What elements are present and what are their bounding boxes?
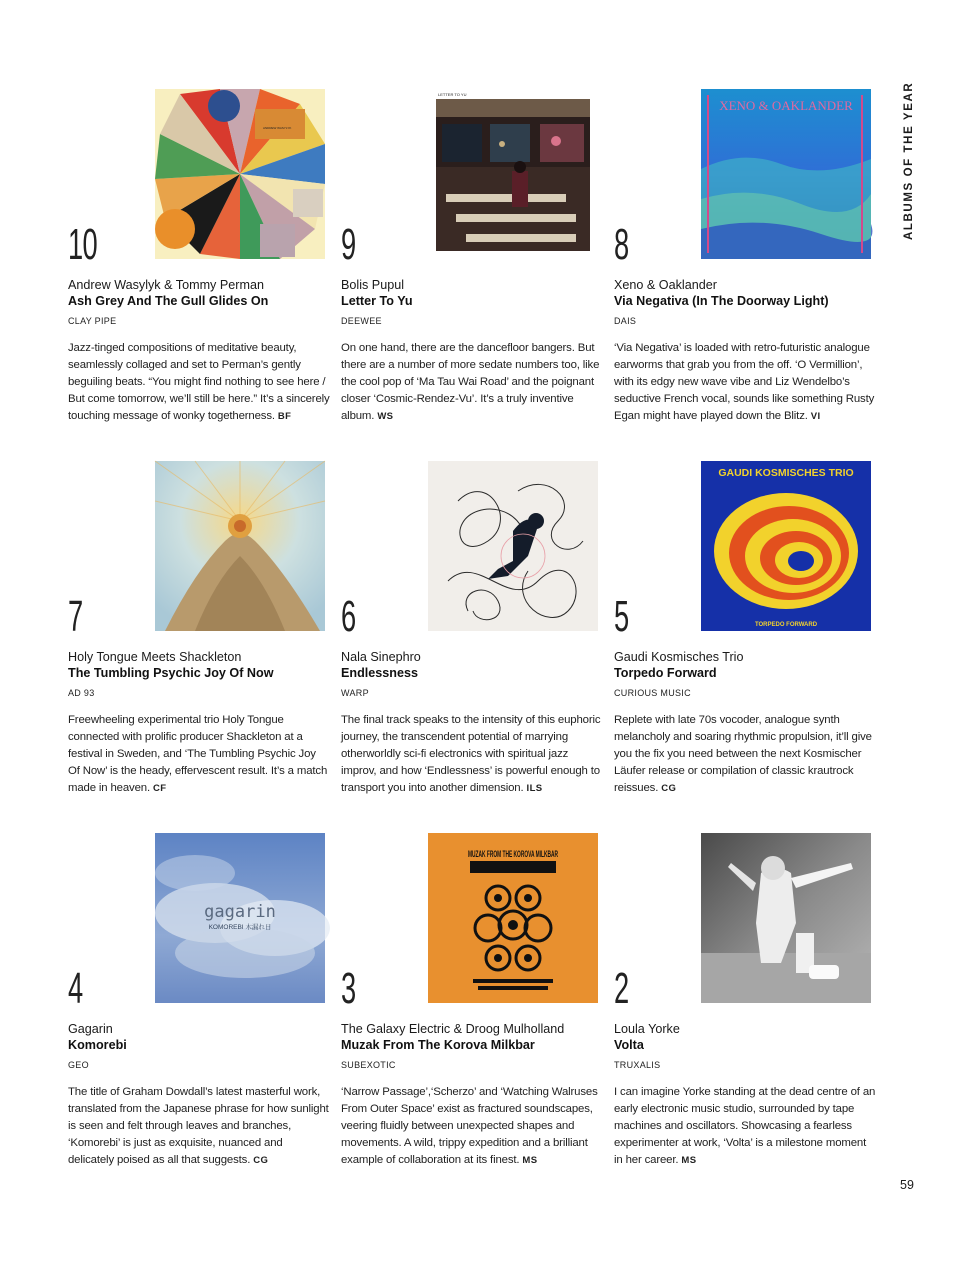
- orange-ornament-cover-art: [428, 833, 598, 1003]
- album-review: [68, 712, 330, 797]
- album-review: [68, 340, 330, 425]
- cover-subtitle-text: TORPEDO FORWARD: [754, 622, 818, 628]
- reviewer-initials: CG: [661, 783, 677, 794]
- record-label: CLAY PIPE: [68, 316, 117, 326]
- album-cover: [428, 833, 598, 1003]
- reviewer-initials: WS: [377, 411, 394, 422]
- album-cover: [155, 89, 325, 259]
- album-artist: Gaudi Kosmisches Trio: [614, 650, 744, 664]
- album-meta: [614, 277, 876, 425]
- album-title: Muzak From The Korova Milkbar: [341, 1038, 535, 1052]
- reviewer-initials: CF: [153, 783, 167, 794]
- cover-title-text: LETTER TO YU: [438, 92, 467, 97]
- rank-number: 5: [614, 592, 629, 641]
- ferry-interior-photo-cover-art: [436, 89, 590, 251]
- rank-number: 6: [341, 592, 356, 641]
- album-artist: Andrew Wasylyk & Tommy Perman: [68, 278, 264, 292]
- reviewer-initials: BF: [277, 411, 292, 422]
- review-text: ‘Via Negativa’ is loaded with retro-futuristic analogue earworms that grab you from the off. ‘O Vermillion’, with its edgy new wave vibe and Liz Wendelbo’s seductive French vocal, sounds like something Rusty Egan might have played down the Blitz.: [614, 342, 875, 422]
- svg-text:ANDREW WASYLYK: ANDREW WASYLYK: [263, 126, 292, 130]
- looping-line-drawing-cover-art: [428, 461, 598, 631]
- cover-title-text: MUZAK FROM THE KOROVA MILKBAR: [468, 849, 559, 859]
- sunburst-mountain-painting-cover-art: [155, 461, 325, 631]
- reviewer-initials: VI: [810, 411, 821, 422]
- album-artist: Gagarin: [68, 1022, 113, 1036]
- record-label: DAIS: [614, 316, 637, 326]
- album-meta: [614, 649, 876, 797]
- cover-subtitle-text: KOMOREBI 木漏れ日: [208, 924, 272, 931]
- reviewer-initials: CG: [253, 1155, 269, 1166]
- album-cover: [155, 833, 325, 1003]
- rank-number: 4: [68, 964, 83, 1013]
- review-text: ‘Narrow Passage’,‘Scherzo’ and ‘Watching Walruses From Outer Space’ exist as fractured soundscapes, veering fluidly between unexpected shapes and movements. A wild, trippy expedition and a brilliant example of collaboration at its finest.: [341, 1086, 598, 1166]
- cover-title-text: GAUDI KOSMISCHES TRIO: [718, 467, 854, 479]
- review-text: On one hand, there are the dancefloor bangers. But there are a number of more sedate numbers too, like the cool pop of ‘Ma Tau Wai Road’ and the poignant closer ‘Cosmic-Rendez-Vu’. It’s a truly inventive album.: [341, 342, 600, 422]
- album-meta: [341, 649, 603, 797]
- record-label: TRUXALIS: [614, 1060, 661, 1070]
- album-meta: [341, 277, 603, 425]
- album-title: Torpedo Forward: [614, 666, 717, 680]
- album-artist: Nala Sinephro: [341, 650, 421, 664]
- rank-number: 9: [341, 220, 356, 269]
- cloudy-sky-cover-art: [155, 833, 325, 1003]
- album-artist: Bolis Pupul: [341, 278, 405, 292]
- album-review: [614, 712, 876, 797]
- geometric-pinwheel-cover-art: [155, 89, 325, 259]
- album-meta: [68, 649, 330, 797]
- review-text: Freewheeling experimental trio Holy Tongue connected with prolific producer Shackleton at a festival in Sweden, and ‘The Tumbling Psychic Joy Of Now’ is the heady, effervescent result. It’s a match made in heaven.: [68, 714, 328, 794]
- album-review: [614, 1084, 876, 1169]
- review-text: The title of Graham Dowdall’s latest masterful work, translated from the Japanese phrase for how sunlight is seen and felt through leaves and branches, ‘Komorebi’ is just as exquisite, nuanced and delicately poised as all that suggests.: [68, 1086, 329, 1166]
- section-title: [903, 81, 919, 250]
- album-title: Via Negativa (In The Doorway Light): [614, 294, 829, 308]
- cover-title-text: XENO & OAKLANDER: [719, 98, 853, 113]
- record-label: SUBEXOTIC: [341, 1060, 396, 1070]
- review-text: I can imagine Yorke standing at the dead centre of an early electronic music studio, surrounded by tape machines and oscillators. Showcasing a fearless experimenter at work, ‘Volta’ is a milestone moment in her career.: [614, 1086, 876, 1166]
- rank-number: 7: [68, 592, 83, 641]
- album-title: Komorebi: [68, 1038, 127, 1052]
- album-cover: [701, 833, 871, 1003]
- record-label: AD 93: [68, 688, 95, 698]
- rank-number: 8: [614, 220, 629, 269]
- rank-number: 3: [341, 964, 356, 1013]
- record-label: CURIOUS MUSIC: [614, 688, 691, 698]
- record-label: GEO: [68, 1060, 89, 1070]
- review-text: Jazz-tinged compositions of meditative beauty, seamlessly collaged and set to Perman’s gently beguiling beats. “You might find nothing to see here / But come tomorrow, we’ll still be here.” It’s a sincerely touching message of wonky togetherness.: [68, 342, 330, 422]
- record-label: DEEWEE: [341, 316, 382, 326]
- review-text: Replete with late 70s vocoder, analogue synth melancholy and soaring rhythmic propulsion, it’ll give you the fix you need between the next Kosmischer Läufer release or compilation of classic krautrock reissues.: [614, 714, 872, 794]
- album-cover: [701, 89, 871, 259]
- album-cover: [428, 461, 598, 631]
- album-meta: [68, 1021, 330, 1169]
- album-artist: Xeno & Oaklander: [614, 278, 717, 292]
- album-cover: [436, 89, 590, 251]
- album-title: Ash Grey And The Gull Glides On: [68, 294, 269, 308]
- blue-landscape-cover-art: [701, 89, 871, 259]
- album-artist: The Galaxy Electric & Droog Mulholland: [341, 1022, 565, 1036]
- cover-title-text: gagarin: [204, 902, 276, 922]
- album-review: [341, 340, 603, 425]
- album-cover: [155, 461, 325, 631]
- reviewer-initials: MS: [522, 1155, 538, 1166]
- album-review: [614, 340, 876, 425]
- page-number: 59: [900, 1178, 914, 1192]
- album-title: Letter To Yu: [341, 294, 413, 308]
- album-cover: [701, 461, 871, 631]
- monochrome-figure-photo-cover-art: [701, 833, 871, 1003]
- album-title: Endlessness: [341, 666, 419, 680]
- album-review: [68, 1084, 330, 1169]
- album-review: [341, 1084, 603, 1169]
- section-title-text: ALBUMS OF THE YEAR: [903, 81, 915, 240]
- review-text: The final track speaks to the intensity of this euphoric journey, the transcendent potential of marrying otherworldly sci-fi electronics with spiritual jazz improv, and how ‘Endlessness’ is powerful enough to transport you into another dimension.: [341, 714, 601, 794]
- album-review: [341, 712, 603, 797]
- reviewer-initials: MS: [681, 1155, 697, 1166]
- rank-number: 10: [68, 220, 98, 269]
- album-title: The Tumbling Psychic Joy Of Now: [68, 666, 274, 680]
- album-meta: [614, 1021, 876, 1169]
- album-artist: Loula Yorke: [614, 1022, 680, 1036]
- album-meta: [341, 1021, 603, 1169]
- record-label: WARP: [341, 688, 369, 698]
- album-artist: Holy Tongue Meets Shackleton: [68, 650, 242, 664]
- rank-number: 2: [614, 964, 629, 1013]
- album-title: Volta: [614, 1038, 644, 1052]
- reviewer-initials: ILS: [526, 783, 543, 794]
- album-meta: [68, 277, 330, 425]
- spiral-tunnel-cover-art: [701, 461, 871, 631]
